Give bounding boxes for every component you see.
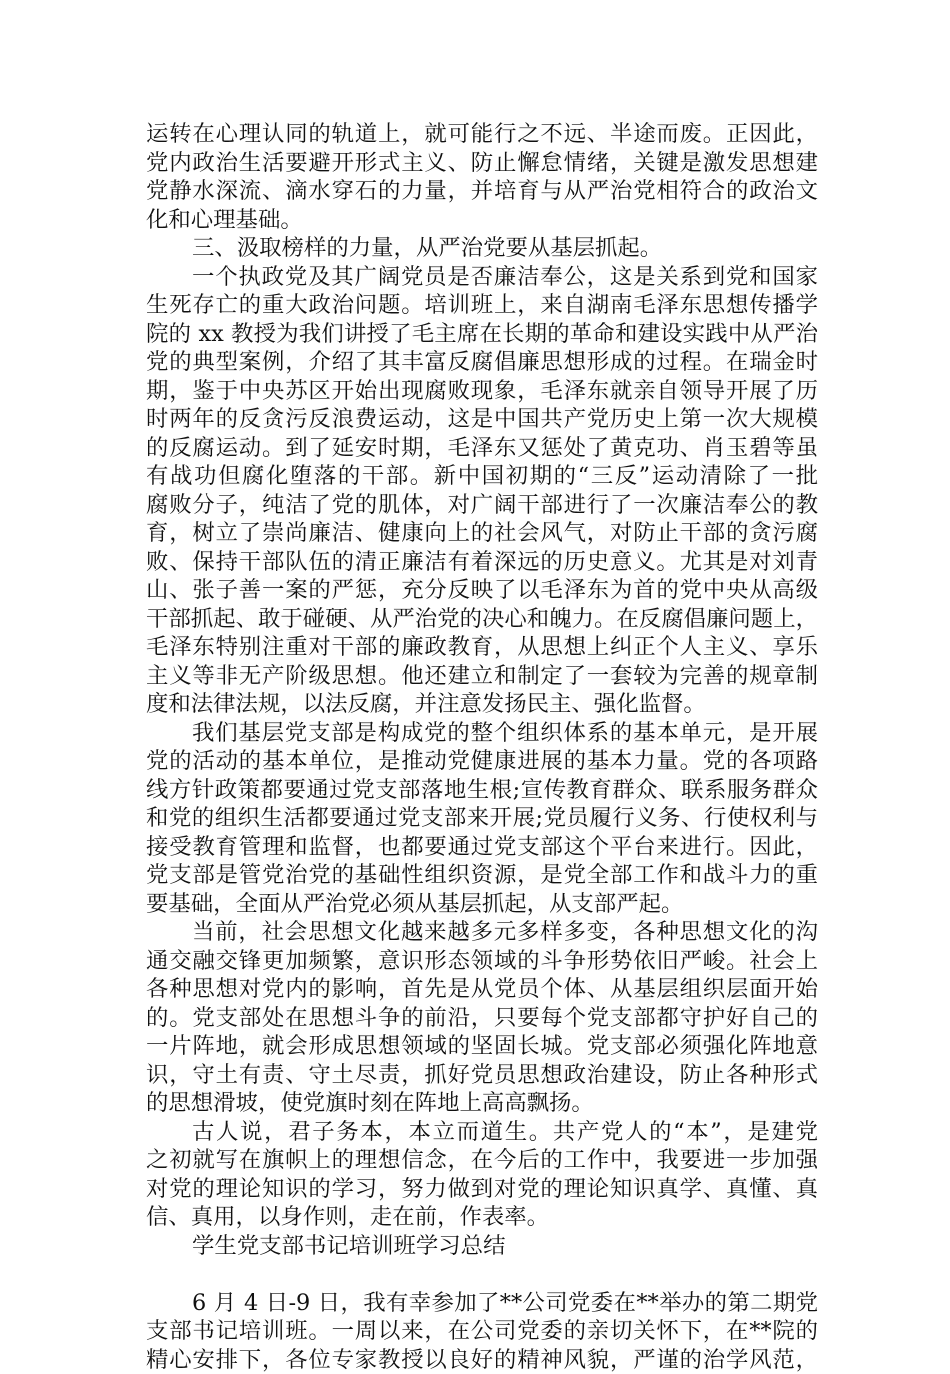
text-line: 主义等非无产阶级思想。他还建立和制定了一套较为完善的规章制 xyxy=(146,662,818,691)
text-line: 期，鉴于中央苏区开始出现腐败现象，毛泽东就亲自领导开展了历 xyxy=(146,377,818,406)
text-line: 运转在心理认同的轨道上，就可能行之不远、半途而废。正因此， xyxy=(146,120,818,149)
paragraph xyxy=(146,1289,818,1374)
text-line: 党内政治生活要避开形式主义、防止懈怠情绪，关键是激发思想建 xyxy=(146,149,818,178)
text-line: 一个执政党及其广阔党员是否廉洁奉公，这是关系到党和国家 xyxy=(146,263,818,292)
blank-line xyxy=(146,1260,818,1289)
paragraph xyxy=(146,234,818,263)
text-line: 的反腐运动。到了延安时期，毛泽东又惩处了黄克功、肖玉碧等虽 xyxy=(146,434,818,463)
text-line: 和党的组织生活都要通过党支部来开展;党员履行义务、行使权利与 xyxy=(146,804,818,833)
document-page xyxy=(146,120,818,1374)
text-line: 信、真用，以身作则，走在前，作表率。 xyxy=(146,1203,818,1232)
text-line: 院的 xx 教授为我们讲授了毛主席在长期的革命和建设实践中从严治 xyxy=(146,320,818,349)
text-line: 我们基层党支部是构成党的整个组织体系的基本单元，是开展 xyxy=(146,719,818,748)
paragraph xyxy=(146,719,818,919)
text-line: 腐败分子，纯洁了党的肌体，对广阔干部进行了一次廉洁奉公的教 xyxy=(146,491,818,520)
text-line: 要基础，全面从严治党必须从基层抓起，从支部严起。 xyxy=(146,890,818,919)
text-line: 山、张子善一案的严惩，充分反映了以毛泽东为首的党中央从高级 xyxy=(146,576,818,605)
text-line: 通交融交锋更加频繁，意识形态领域的斗争形势依旧严峻。社会上 xyxy=(146,947,818,976)
text-line: 线方针政策都要通过党支部落地生根;宣传教育群众、联系服务群众 xyxy=(146,776,818,805)
text-line: 之初就写在旗帜上的理想信念，在今后的工作中，我要进一步加强 xyxy=(146,1146,818,1175)
text-line: 育，树立了崇尚廉洁、健康向上的社会风气，对防止干部的贪污腐 xyxy=(146,519,818,548)
text-line: 时两年的反贪污反浪费运动，这是中国共产党历史上第一次大规模 xyxy=(146,405,818,434)
text-line: 识，守土有责、守土尽责，抓好党员思想政治建设，防止各种形式 xyxy=(146,1061,818,1090)
paragraph xyxy=(146,1232,818,1261)
text-line: 各种思想对党内的影响，首先是从党员个体、从基层组织层面开始 xyxy=(146,975,818,1004)
text-line: 干部抓起、敢于碰硬、从严治党的决心和魄力。在反腐倡廉问题上， xyxy=(146,605,818,634)
text-line: 的。党支部处在思想斗争的前沿，只要每个党支部都守护好自己的 xyxy=(146,1004,818,1033)
text-line: 毛泽东特别注重对干部的廉政教育，从思想上纠正个人主义、享乐 xyxy=(146,633,818,662)
text-line: 对党的理论知识的学习，努力做到对党的理论知识真学、真懂、真 xyxy=(146,1175,818,1204)
text-line: 古人说，君子务本，本立而道生。共产党人的“本”，是建党 xyxy=(146,1118,818,1147)
text-line: 党支部是管党治党的基础性组织资源，是党全部工作和战斗力的重 xyxy=(146,861,818,890)
text-line: 有战功但腐化堕落的干部。新中国初期的“三反”运动清除了一批 xyxy=(146,462,818,491)
text-line: 化和心理基础。 xyxy=(146,206,818,235)
text-line: 党的活动的基本单位，是推动党健康进展的基本力量。党的各项路 xyxy=(146,747,818,776)
text-line: 一片阵地，就会形成思想领域的坚固长城。党支部必须强化阵地意 xyxy=(146,1032,818,1061)
text-line: 学生党支部书记培训班学习总结 xyxy=(146,1232,818,1261)
text-line: 党的典型案例，介绍了其丰富反腐倡廉思想形成的过程。在瑞金时 xyxy=(146,348,818,377)
text-line: 的思想滑坡，使党旗时刻在阵地上高高飘扬。 xyxy=(146,1089,818,1118)
text-line: 6 月 4 日-9 日，我有幸参加了**公司党委在**举办的第二期党 xyxy=(146,1289,818,1318)
text-line: 当前，社会思想文化越来越多元多样多变，各种思想文化的沟 xyxy=(146,918,818,947)
paragraph xyxy=(146,1118,818,1232)
paragraph xyxy=(146,918,818,1118)
text-line: 接受教育管理和监督，也都要通过党支部这个平台来进行。因此， xyxy=(146,833,818,862)
text-line: 度和法律法规，以法反腐，并注意发扬民主、强化监督。 xyxy=(146,690,818,719)
text-line: 三、汲取榜样的力量，从严治党要从基层抓起。 xyxy=(146,234,818,263)
text-line: 精心安排下，各位专家教授以良好的精神风貌，严谨的治学风范， xyxy=(146,1346,818,1374)
text-line: 党静水深流、滴水穿石的力量，并培育与从严治党相符合的政治文 xyxy=(146,177,818,206)
paragraph xyxy=(146,120,818,234)
text-line: 生死存亡的重大政治问题。培训班上，来自湖南毛泽东思想传播学 xyxy=(146,291,818,320)
paragraph xyxy=(146,263,818,719)
text-line: 支部书记培训班。一周以来，在公司党委的亲切关怀下，在**院的 xyxy=(146,1317,818,1346)
text-line: 败、保持干部队伍的清正廉洁有着深远的历史意义。尤其是对刘青 xyxy=(146,548,818,577)
